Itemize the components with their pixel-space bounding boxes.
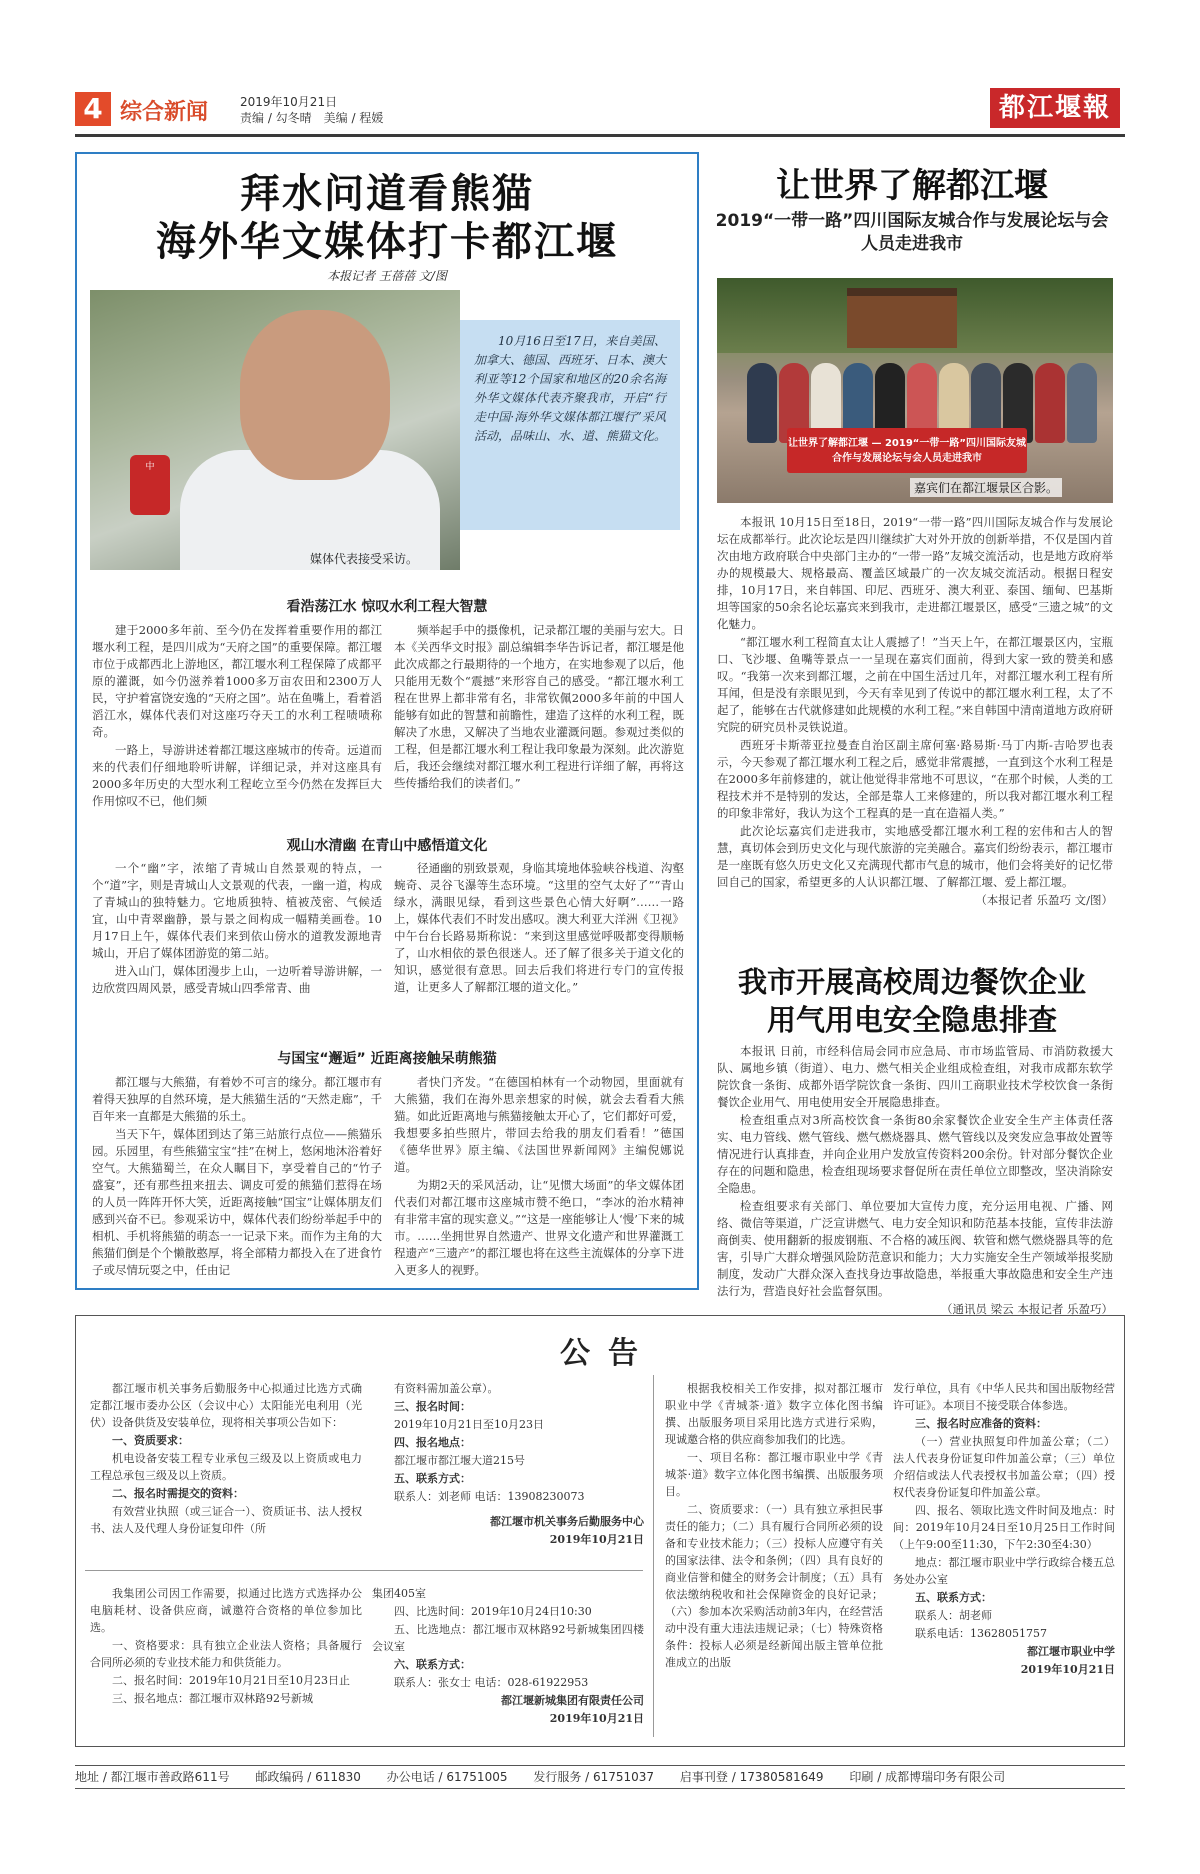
s3-col1: 都江堰与大熊猫，有着妙不可言的缘分。都江堰市有着得天独厚的自然环境，是大熊猫生活的“天然走廊”，千百年来一直都是大熊猫的乐土。 当天下午，媒体团到达了第三站旅行点位——熊猫乐园。乐园里，有些熊猫宝宝“挂”在树上，悠闲地沐浴着好空气。大熊猫蜀兰，在众人瞩目下，享受着自己的“竹子盛宴”，还有那些扭来扭去、调皮可爱的熊猫们惹得在场的人员一阵阵开怀大笑，近距离接触“国宝”让媒体朋友们感到兴奋不已。参观采访中，媒体代表们纷纷举起手中的相机、手机将熊猫的萌态一一记录下来。而作为主角的大熊猫们倒是个个懒散憨厚，将全部精力都投入在了进食竹子或尽情玩耍之中，任由记 <box>92 1075 382 1277</box>
notice-divider <box>85 1570 643 1571</box>
article2-subtitle: 2019“一带一路”四川国际友城合作与发展论坛与会人员走进我市 <box>715 211 1109 254</box>
notice-title: 公告 <box>560 1336 656 1371</box>
intro-text: 10月16日至17日，来自美国、加拿大、德国、西班牙、日本、澳大利亚等12个国家和地区的20余名海外华文媒体代表齐聚我市，开启“行走中国·海外华文媒体都江堰行”采风活动，品味山、水、道、熊猫文化。 <box>474 334 667 443</box>
microphone-icon: 中 <box>130 455 170 515</box>
s3-col2: 者快门齐发。“在德国柏林有一个动物园，里面就有大熊猫，我们在海外思亲想家的时候，就会去看看大熊猫。如此近距离地与熊猫接触太开心了，它们都好可爱，我想要多拍些照片，带回去给我的朋友们看看！”德国《德华世界》原主编、《法国世界新闻网》主编倪娜说道。 为期2天的采风活动，让“见惯大场面”的华文媒体团代表们对都江堰市这座城市赞不绝口，“李冰的治水精神有非常丰富的现实意义。”“这是一座能够让人‘慢’下来的城市。……坐拥世界自然遗产、世界文化遗产和世界灌溉工程遗产“三遗产”的都江堰也将在这些主流媒体的分享下进入更多人的视野。 <box>394 1075 684 1277</box>
s1-col2: 频举起手中的摄像机，记录都江堰的美丽与宏大。日本《关西华文时报》副总编辑李华告诉记者，都江堰是他此次成都之行最期待的一个地方，在实地参观了以后，他只能用无数个“震撼”来形容自己的感受。“都江堰水利工程在世界上都非常有名，非常钦佩2000多年前的中国人能够有如此的智慧和前瞻性，建造了这样的水利工程，既解决了水患，又解决了当地农业灌溉问题。参观过类似的工程，但是都江堰水利工程让我印象最为深刻。此次游览后，我还会继续对都江堰水利工程进行详细了解，再将这些传播给我们的读者们。” <box>394 623 684 790</box>
crowd-person <box>747 363 777 443</box>
header-bar <box>75 85 1125 137</box>
article1-byline: 本报记者 王蓓蓓 文/图 <box>327 269 447 283</box>
subhead-2: 观山水清幽 在青山中感悟道文化 <box>286 838 488 854</box>
notice1-col1: 都江堰市机关事务后勤服务中心拟通过比选方式确定都江堰市委办公区（会议中心）太阳能光电利用（光伏）设备供货及安装单位，现将相关事项公告如下： 一、资质要求： 机电设备安装工程专业承包三级及以上资质或电力工程总承包三级及以上资质。 二、报名时需提交的资料： 有效营业执照（或三证合一）、资质证书、法人授权书、法人及代理人身份证复印件（所 <box>90 1382 362 1535</box>
notice3-col1: 根据我校相关工作安排，拟对都江堰市职业中学《青城茶·道》数字立体化图书编撰、出版服务项目采用比选方式进行采购，现诚邀合格的供应商参加我们的比选。 一、项目名称：都江堰市职业中学《青城茶·道》数字立体化图书编撰、出版服务项目。 二、资质要求：（一）具有独立承担民事责任的能力；（二）具有履行合同所必须的设备和专业技术能力；（三）投标人应遵守有关的国家法律、法令和条例；（四）具有良好的商业信誉和健全的财务会计制度；（五）具有依法缴纳税收和社会保障资金的良好记录；（六）参加本次采购活动前3年内，在经营活动中没有重大违法违规记录；（七）特殊资格条件：投标人必须是经新闻出版主管单位批准成立的出版 <box>665 1382 883 1669</box>
footer-address: 地址 / 都江堰市善政路611号 <box>75 1770 230 1784</box>
footer-printer: 印刷 / 成都博瑞印务有限公司 <box>849 1770 1006 1784</box>
article3-title: 我市开展高校周边餐饮企业 用气用电安全隐患排查 <box>737 965 1086 1037</box>
notice2-col1: 我集团公司因工作需要，拟通过比选方式选择办公电脑耗材、设备供应商，诚邀符合资格的单位参加比选。 一、资格要求：具有独立企业法人资格；具备履行合同所必须的专业技术能力和供货能力。 二、报名时间：2019年10月21日至10月23日止 三、报名地点：都江堰市双林路92号新城 <box>90 1587 362 1705</box>
masthead-logo: 都江堰報 <box>990 88 1120 128</box>
crowd-person <box>1035 363 1065 443</box>
crowd-person <box>1067 363 1097 443</box>
s2-col1: 一个“幽”字，浓缩了青城山自然景观的特点，一个“道”字，则是青城山人文景观的代表，一幽一道，构成了青城山的独特魅力。它地质独特、植被茂密、气候适宜，山中青翠幽静，景与景之间构成一幅精美画卷。10月17日上午，媒体代表们来到依山傍水的道教发源地青城山，开启了媒体团游览的第二站。 进入山门，媒体团漫步上山，一边听着导游讲解，一边欣赏四周风景，感受青城山四季常青、曲 <box>92 861 382 995</box>
notice3-col2: 发行单位，具有《中华人民共和国出版物经营许可证》。本项目不接受联合体参选。 三、报名时应准备的资料： （一）营业执照复印件加盖公章；（二）法人代表身份证复印件加盖公章；（三）单位介绍信或法人代表授权书加盖公章；（四）授权代表身份证复印件加盖公章。 四、报名、领取比选文件时间及地点：时间：2019年10月24日至10月25日工作时间（上午9:00至11:30，下午2:30至4:30） 地点：都江堰市职业中学行政综合楼五总务处办公室 五、联系方式： 联系人：胡老师 联系电话：13628051757 都江堰市职业中学 2019年10月21日 <box>893 1382 1115 1676</box>
subhead-1: 看浩荡江水 惊叹水利工程大智慧 <box>286 599 488 615</box>
article2-title: 让世界了解都江堰 <box>776 166 1048 206</box>
subhead-3: 与国宝“邂逅” 近距离接触呆萌熊猫 <box>277 1051 497 1067</box>
notice1-col2: 有资料需加盖公章）。 三、报名时间： 2019年10月21日至10月23日 四、报名地点： 都江堰市都江堰大道215号 五、联系方式： 联系人：刘老师 电话：13908230073 都江堰市机关事务后勤服务中心 2019年10月21日 <box>394 1382 644 1546</box>
s1-col1: 建于2000多年前、至今仍在发挥着重要作用的都江堰水利工程，是四川成为“天府之国”的重要保障。都江堰市位于成都西北上游地区，都江堰水利工程保障了成都平原的灌溉，如今仍滋养着1000多万亩农田和2300万人民，守护着富饶安逸的“天府之国”。站在鱼嘴上，看着滔滔江水，媒体代表们对这座巧夺天工的水利工程啧啧称奇。 一路上，导游讲述着都江堰这座城市的传奇。远道而来的代表们仔细地聆听讲解，详细记录，并对这座具有2000多年历史的大型水利工程屹立至今仍然在发挥巨大作用惊叹不已，他们频 <box>92 623 382 808</box>
s2-col2: 径通幽的别致景观，身临其境地体验峡谷栈道、沟壑蜿奇、灵谷飞瀑等生态环境。“这里的空气太好了”“青山绿水，满眼见绿，看到这些景色心情大好啊”……一路上，媒体代表们不时发出感叹。澳大利亚大洋洲《卫视》中午台台长路易斯称说：“来到这里感觉呼吸都变得顺畅了，山水相依的景色很迷人。还了解了很多关于道文化的知识，感觉很有意思。回去后我们将进行专门的宣传报道，让更多人了解都江堰的道文化。” <box>394 861 684 994</box>
page-number: 4 <box>75 92 111 126</box>
footer-ads: 启事刊登 / 17380581649 <box>679 1770 824 1784</box>
intro-box <box>460 320 680 530</box>
article2-body: 本报讯 10月15日至18日，2019“一带一路”四川国际友城合作与发展论坛在成都举行。此次论坛是四川继续扩大对外开放的创新举措，不仅是国内首次由地方政府联合中央部门主办的“一带一路”友城交流活动，也是地方政府举办的规模最大、规格最高、覆盖区域最广的一次友城交流活动。根据日程安排，10月17日，来自韩国、印尼、西班牙、澳大利亚、泰国、缅甸、巴基斯坦等国家的50余名论坛嘉宾来到我市，走进都江堰景区，感受“三遗之城”的文化魅力。 “都江堰水利工程简直太让人震撼了！”当天上午，在都江堰景区内，宝瓶口、飞沙堰、鱼嘴等景点一一呈现在嘉宾们面前，得到大家一致的赞美和感叹。“我第一次来到都江堰，之前在中国生活过几年，对都江堰水利工程有所耳闻，但是没有亲眼见到，今天有幸见到了传说中的都江堰水利工程，太了不起了，能够在古代就修建如此规模的水利工程。”来自韩国中清南道地方政府研究院的研究员朴灵铁说道。 西班牙卡斯蒂亚拉曼查自治区副主席何塞·路易斯·马丁内斯-吉哈罗也表示，今天参观了都江堰水利工程之后，感觉非常震撼，一直到这个水利工程是在2000多年前修建的，就让他觉得非常地不可思议，“在那个时候，人类的工程技术并不是特别的发达，全部是靠人工来修建的，所以我对都江堰水利工程的印象非常好，我认为这个工程真的是一直在造福人类。” 此次论坛嘉宾们走进我市，实地感受都江堰水利工程的宏伟和古人的智慧，真切体会到历史文化与现代旅游的完美融合。嘉宾们纷纷表示，都江堰市是一座既有悠久历史文化又充满现代都市气息的城市，他们会将美好的记忆带回自己的国家，希望更多的人认识都江堰、了解都江堰、爱上都江堰。 （本报记者 乐盈巧 文/图） <box>717 515 1113 907</box>
photo-caption: 媒体代表接受采访。 <box>310 552 419 566</box>
footer-distribution: 发行服务 / 61751037 <box>533 1770 655 1784</box>
photo-figure-head <box>240 310 390 480</box>
header-info <box>240 94 383 126</box>
interview-photo <box>90 290 460 570</box>
footer <box>75 1765 1125 1789</box>
article1-title: 拜水问道看熊猫 海外华文媒体打卡都江堰 <box>156 170 618 265</box>
group-photo <box>717 278 1113 503</box>
section-title: 综合新闻 <box>120 100 209 125</box>
notice2-col2: 集团405室 四、比选时间：2019年10月24日10:30 五、比选地点：都江堰市双林路92号新城集团四楼会议室 六、联系方式： 联系人：张女士 电话：028-61922953 都江堰新城集团有限责任公司 2019年10月21日 <box>372 1587 644 1725</box>
article3-body: 本报讯 日前，市经科信局会同市应急局、市市场监管局、市消防救援大队、属地乡镇（街道）、电力、燃气相关企业组成检查组，对我市成都东软学院饮食一条街、成都外语学院饮食一条街、四川工商职业技术学校饮食一条街餐饮企业用气、用电使用安全开展隐患排查。 检查组重点对3所高校饮食一条街80余家餐饮企业安全生产主体责任落实、电力管线、燃气管线、燃气燃烧器具、燃气管线以及突发应急事故处置等情况进行认真排查，并向企业用户发放宣传资料200余份。针对部分餐饮企业存在的问题和隐患，检查组现场要求督促所在责任单位立即整改，坚决消除安全隐患。 检查组要求有关部门、单位要加大宣传力度，充分运用电视、广播、网络、微信等渠道，广泛宣讲燃气、电力安全知识和防范基本技能，宣传非法游商倒卖、使用翻新的报废钢瓶、不合格的减压阀、软管和燃气燃烧器具等的危害，引导广大群众增强风险防范意识和能力；大力实施安全生产领域举报奖励制度，发动广大群众深入查找身边事故隐患，举报重大事故隐患和安全生产违法行为，营造良好社会监督氛围。 （通讯员 梁云 本报记者 乐盈巧） <box>717 1044 1113 1316</box>
footer-office: 办公电话 / 61751005 <box>386 1770 508 1784</box>
issue-date: 2019年10月21日 <box>240 95 338 109</box>
notice-divider <box>653 1375 654 1737</box>
photo2-caption: 嘉宾们在都江堰景区合影。 <box>910 478 1062 497</box>
article3-credit: （通讯员 梁云 本报记者 乐盈巧） <box>941 1302 1113 1316</box>
footer-postcode: 邮政编码 / 611830 <box>255 1770 361 1784</box>
editors: 责编 / 勾冬晴 美编 / 程媛 <box>240 111 384 125</box>
article2-credit: （本报记者 乐盈巧 文/图） <box>975 893 1113 907</box>
event-banner: 让世界了解都江堰 — 2019“一带一路”四川国际友城合作与发展论坛与会人员走进我市 <box>787 428 1027 473</box>
photo-gate <box>847 288 957 348</box>
